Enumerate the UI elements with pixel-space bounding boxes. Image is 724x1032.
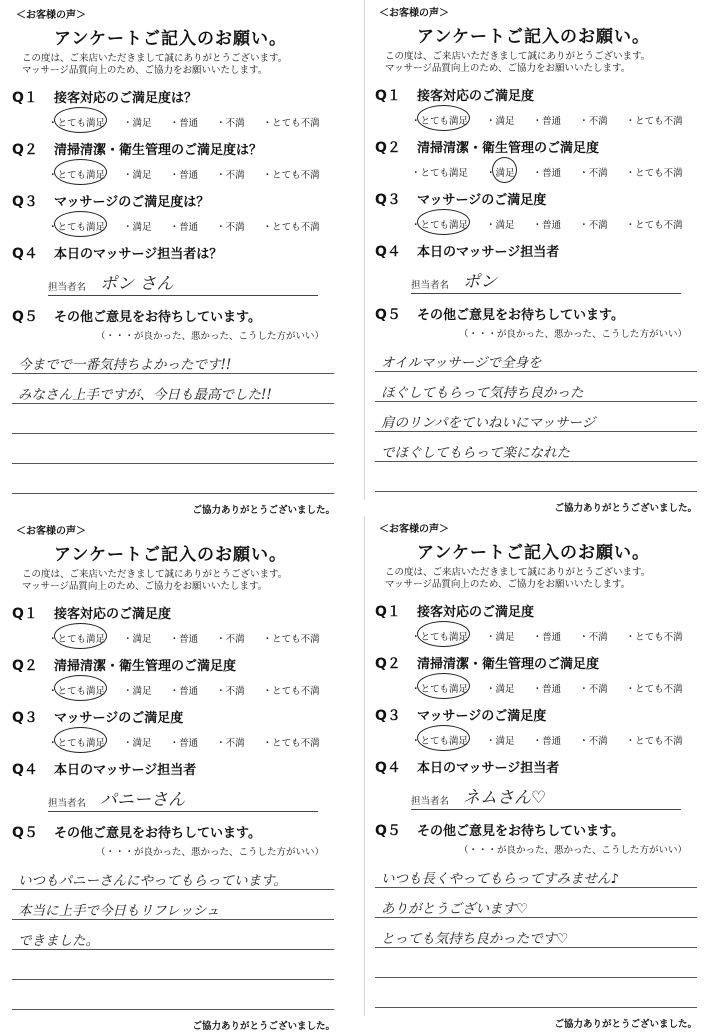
rating-option[interactable]: ・ 満足 [486,165,515,179]
rating-option[interactable]: ・ 不満 [579,681,608,695]
rating-option[interactable]: ・ とても不満 [626,733,683,747]
comment-line: 本当に上手で今日もリフレッシュ [12,890,334,920]
question-q5 [375,304,709,324]
rating-option[interactable]: ・ 不満 [579,165,608,179]
rating-option[interactable]: ・ 不満 [579,629,608,643]
rating-option[interactable]: ・ とても満足 [48,219,105,233]
rating-option[interactable]: ・ とても満足 [411,217,468,231]
question-text: その他ご意見をお待ちしています。 [54,310,261,325]
comment-lines[interactable] [375,858,697,1008]
rating-options [411,217,709,231]
voice-tag: ＜お客様の声＞ [379,524,449,535]
rating-options [48,115,347,129]
intro-line: この度は、ご来店いただきまして誠にありがとうございます。 [385,567,651,578]
rating-options [411,681,709,695]
answer-circle [54,159,107,185]
question-number: Q２ [375,656,401,672]
comment-line: みなさん上手ですが、今日も最高でした!! [12,374,334,404]
question-number: Q３ [12,194,38,210]
question-number: Q１ [375,604,401,620]
question-number: Q５ [12,309,38,325]
question-hint: （・・・が良かった、悪かった、こうした方がいい） [96,847,325,858]
question-number: Q３ [12,710,38,726]
rating-options [411,113,709,127]
rating-option[interactable]: ・ とても不満 [263,167,320,181]
survey-sheet [364,0,719,514]
answer-circle [54,211,107,237]
rating-option[interactable]: ・ 普通 [170,167,199,181]
rating-option[interactable]: ・ 満足 [123,115,152,129]
rating-option[interactable]: ・ 満足 [123,735,152,749]
comment-line: 今までで一番気持ちよかったです!! [12,344,334,374]
comment-lines[interactable] [12,344,334,494]
staff-label: 担当者名 [48,282,87,293]
rating-option[interactable]: ・ 普通 [533,629,562,643]
staff-name-handwritten: パニーさん [100,790,186,810]
question-q1 [375,85,709,105]
rating-option[interactable]: ・ 満足 [123,219,152,233]
staff-name-handwritten: ポン さん [100,274,174,294]
answer-circle [417,673,470,699]
rating-option[interactable]: ・ 満足 [123,167,152,181]
rating-option[interactable]: ・ 満足 [486,217,515,231]
rating-option[interactable]: ・ とても不満 [626,217,683,231]
comment-line [12,464,334,494]
question-q5 [12,306,347,326]
question-number: Q１ [12,606,38,622]
survey-sheet [2,2,357,516]
answer-circle [54,623,107,649]
question-q5 [12,822,347,842]
question-text: 本日のマッサージ担当者 [417,245,560,260]
comment-line: いつも長くやってもらってすみません♪ [375,858,697,888]
comment-line [12,980,334,1010]
intro-text [385,567,709,591]
question-q1 [375,601,709,621]
comment-line [12,434,334,464]
intro-line: マッサージ品質向上のため、ご協力をお願いいたします。 [385,63,631,74]
question-q4 [12,243,347,263]
rating-option[interactable]: ・ 不満 [216,683,245,697]
question-text: マッサージのご満足度は？ [54,195,210,210]
answer-circle [417,621,470,647]
survey-title: アンケートご記入のお願い。 [54,29,287,49]
rating-option[interactable]: ・ とても不満 [626,629,683,643]
rating-options [48,631,347,645]
question-text: その他ご意見をお待ちしています。 [54,826,261,841]
question-number: Q５ [375,307,401,323]
question-number: Q１ [12,90,38,106]
comment-line [375,948,697,978]
thanks-text: ご協力ありがとうございました。 [192,505,335,516]
rating-option[interactable]: ・ とても満足 [48,683,105,697]
question-text: その他ご意見をお待ちしています。 [417,308,624,323]
comment-line: 肩のリンパをていねいにマッサージ [375,402,697,432]
comment-line: ほぐしてもらって気持ち良かった [375,372,697,402]
rating-option[interactable]: ・ とても不満 [626,681,683,695]
rating-option[interactable]: ・ とても満足 [48,735,105,749]
staff-field[interactable] [411,271,681,294]
question-q3 [375,705,709,725]
question-number: Q５ [12,825,38,841]
answer-circle [54,107,107,133]
comment-line: いつもパニーさんにやってもらっています。 [12,860,334,890]
comment-line [12,950,334,980]
rating-option[interactable]: ・ 普通 [533,681,562,695]
rating-option[interactable]: ・ 不満 [579,217,608,231]
question-number: Q４ [375,760,401,776]
thanks-text: ご協力ありがとうございました。 [554,1019,697,1030]
question-text: 接客対応のご満足度は？ [54,91,198,106]
question-number: Q４ [12,762,38,778]
question-text: マッサージのご満足度 [417,709,547,724]
question-number: Q５ [375,823,401,839]
answer-circle [54,727,107,753]
rating-option[interactable]: ・ とても満足 [411,113,468,127]
rating-option[interactable]: ・ 普通 [533,113,562,127]
rating-options [411,629,709,643]
rating-option[interactable]: ・ 不満 [216,631,245,645]
rating-option[interactable]: ・ 普通 [170,683,199,697]
rating-option[interactable]: ・ 普通 [533,733,562,747]
question-text: その他ご意見をお待ちしています。 [417,824,624,839]
question-text: 本日のマッサージ担当者 [54,763,197,778]
intro-text [385,51,709,75]
survey-title: アンケートご記入のお願い。 [417,543,650,563]
voice-tag: ＜お客様の声＞ [16,10,86,21]
rating-option[interactable]: ・ とても満足 [411,629,468,643]
question-q2 [375,137,709,157]
rating-option[interactable]: ・ とても満足 [48,115,105,129]
intro-line: この度は、ご来店いただきまして誠にありがとうございます。 [22,569,288,580]
question-q3 [12,191,347,211]
voice-tag: ＜お客様の声＞ [379,8,449,19]
staff-name-handwritten: ポン [463,272,498,292]
question-number: Q３ [375,192,401,208]
question-text: 本日のマッサージ担当者は？ [54,247,223,262]
question-text: 清掃清潔・衛生管理のご満足度 [54,659,237,674]
rating-option[interactable]: ・ 普通 [533,165,562,179]
rating-option[interactable]: ・ 不満 [216,167,245,181]
question-hint: （・・・が良かった、悪かった、こうした方がいい） [96,331,325,342]
question-hint: （・・・が良かった、悪かった、こうした方がいい） [459,845,688,856]
question-q1 [12,603,347,623]
question-text: 接客対応のご満足度 [417,605,535,620]
rating-option[interactable]: ・ 不満 [216,115,245,129]
staff-field[interactable] [411,787,681,810]
rating-options [48,683,347,697]
question-text: マッサージのご満足度 [417,193,547,208]
comment-line [375,462,697,492]
rating-options [411,733,709,747]
question-number: Q１ [375,88,401,104]
survey-sheet [364,516,719,1030]
rating-option[interactable]: ・ 満足 [123,631,152,645]
rating-option[interactable]: ・ 普通 [533,217,562,231]
question-q3 [375,189,709,209]
rating-option[interactable]: ・ とても満足 [48,167,105,181]
rating-option[interactable]: ・ 普通 [170,735,199,749]
rating-option[interactable]: ・ とても不満 [263,735,320,749]
staff-label: 担当者名 [411,280,450,291]
rating-options [411,165,709,179]
survey-title: アンケートご記入のお願い。 [417,27,650,47]
question-number: Q２ [12,658,38,674]
comment-line: ありがとうございます♡ [375,888,697,918]
question-text: 接客対応のご満足度 [54,607,172,622]
staff-label: 担当者名 [411,796,450,807]
comment-line: オイルマッサージで全身を [375,342,697,372]
question-q3 [12,707,347,727]
rating-options [48,219,347,233]
question-text: 清掃清潔・衛生管理のご満足度 [417,141,600,156]
question-hint: （・・・が良かった、悪かった、こうした方がいい） [459,329,688,340]
question-number: Q３ [375,708,401,724]
question-text: 接客対応のご満足度 [417,89,535,104]
rating-options [48,167,347,181]
rating-option[interactable]: ・ 満足 [486,681,515,695]
intro-text [22,569,347,593]
question-q5 [375,820,709,840]
question-q2 [375,653,709,673]
rating-option[interactable]: ・ 不満 [579,113,608,127]
staff-name-handwritten: ネムさん♡ [463,788,547,808]
rating-option[interactable]: ・ とても満足 [411,165,468,179]
comment-line: とっても気持ち良かったです♡ [375,918,697,948]
survey-sheet [2,518,357,1032]
comment-line [12,404,334,434]
question-q4 [375,241,709,261]
rating-option[interactable]: ・ 満足 [486,113,515,127]
rating-options [48,735,347,749]
survey-title: アンケートご記入のお願い。 [54,545,287,565]
question-text: 清掃清潔・衛生管理のご満足度は？ [54,143,263,158]
rating-option[interactable]: ・ とても満足 [411,733,468,747]
comment-line: でほぐしてもらって楽になれた [375,432,697,462]
rating-option[interactable]: ・ 満足 [486,733,515,747]
staff-field[interactable] [48,789,318,812]
rating-option[interactable]: ・ 普通 [170,115,199,129]
rating-option[interactable]: ・ とても不満 [263,219,320,233]
answer-circle [417,209,470,235]
question-number: Q４ [375,244,401,260]
question-text: 清掃清潔・衛生管理のご満足度 [417,657,600,672]
rating-option[interactable]: ・ 満足 [486,629,515,643]
intro-text [22,53,347,77]
staff-field[interactable] [48,273,318,296]
answer-circle [417,105,470,131]
comment-line [375,978,697,1008]
intro-line: マッサージ品質向上のため、ご協力をお願いいたします。 [22,581,268,592]
rating-option[interactable]: ・ とても不満 [626,165,683,179]
rating-option[interactable]: ・ 満足 [123,683,152,697]
rating-option[interactable]: ・ とても満足 [48,631,105,645]
intro-line: この度は、ご来店いただきまして誠にありがとうございます。 [22,53,288,64]
thanks-text: ご協力ありがとうございました。 [192,1021,335,1032]
rating-option[interactable]: ・ とても不満 [263,631,320,645]
comment-lines[interactable] [375,342,697,492]
question-text: 本日のマッサージ担当者 [417,761,560,776]
thanks-text: ご協力ありがとうございました。 [554,503,697,514]
question-q1 [12,87,347,107]
rating-option[interactable]: ・ とても満足 [411,681,468,695]
rating-option[interactable]: ・ 不満 [216,735,245,749]
voice-tag: ＜お客様の声＞ [16,526,86,537]
comment-line: できました。 [12,920,334,950]
rating-option[interactable]: ・ とても不満 [263,683,320,697]
question-q2 [12,655,347,675]
answer-circle [492,157,517,183]
question-number: Q２ [375,140,401,156]
comment-lines[interactable] [12,860,334,1010]
answer-circle [417,725,470,751]
answer-circle [54,675,107,701]
question-q4 [12,759,347,779]
question-text: マッサージのご満足度 [54,711,184,726]
question-q2 [12,139,347,159]
question-number: Q４ [12,246,38,262]
rating-option[interactable]: ・ 普通 [170,631,199,645]
rating-option[interactable]: ・ 普通 [170,219,199,233]
rating-option[interactable]: ・ 不満 [579,733,608,747]
intro-line: マッサージ品質向上のため、ご協力をお願いいたします。 [22,65,268,76]
rating-option[interactable]: ・ 不満 [216,219,245,233]
rating-option[interactable]: ・ とても不満 [263,115,320,129]
rating-option[interactable]: ・ とても不満 [626,113,683,127]
question-q4 [375,757,709,777]
intro-line: この度は、ご来店いただきまして誠にありがとうございます。 [385,51,651,62]
question-number: Q２ [12,142,38,158]
staff-label: 担当者名 [48,798,87,809]
intro-line: マッサージ品質向上のため、ご協力をお願いいたします。 [385,579,631,590]
